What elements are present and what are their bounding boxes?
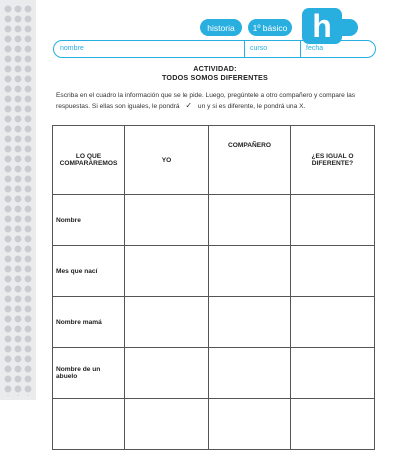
answer-cell[interactable] — [291, 399, 375, 450]
row-label — [53, 399, 125, 450]
answer-cell[interactable] — [291, 195, 375, 246]
row-label: Nombre mamá — [53, 297, 125, 348]
table-header-row — [53, 126, 375, 195]
answer-cell[interactable] — [209, 348, 291, 399]
student-info-bar — [53, 40, 376, 58]
row-label: Nombre de un abuelo — [53, 348, 125, 399]
logo: h — [302, 8, 342, 44]
field-divider — [300, 41, 301, 57]
answer-cell[interactable] — [125, 195, 209, 246]
answer-cell[interactable] — [209, 246, 291, 297]
activity-subtitle: TODOS SOMOS DIFERENTES — [161, 73, 269, 82]
answer-cell[interactable] — [125, 399, 209, 450]
answer-cell[interactable] — [209, 399, 291, 450]
header-compare: LO QUE COMPARAREMOS — [53, 126, 125, 195]
subject-tag: historia — [200, 19, 242, 36]
instructions-text-2: un y si es diferente, le pondrá una X. — [197, 103, 306, 110]
answer-cell[interactable] — [209, 195, 291, 246]
answer-cell[interactable] — [291, 297, 375, 348]
header-same-or-different: ¿ES IGUAL O DIFERENTE? — [291, 126, 375, 195]
check-mark-icon: ✓ — [185, 101, 193, 110]
table-row — [53, 348, 375, 399]
instructions-text-1: Escriba en el cuadro la información que se le pide. Luego, pregúntele a otro compañero y compare las respuestas. Si ellas son iguales, le pondrá — [56, 92, 356, 110]
header-partner: COMPAÑERO — [209, 126, 291, 195]
table-row — [53, 399, 375, 450]
spiral-holes — [3, 4, 33, 396]
header-me: YO — [125, 126, 209, 195]
comparison-table — [52, 125, 375, 450]
answer-cell[interactable] — [209, 297, 291, 348]
date-field-label[interactable]: fecha — [306, 45, 324, 52]
field-divider — [244, 41, 245, 57]
grade-tag: 1º básico — [248, 19, 292, 36]
answer-cell[interactable] — [125, 348, 209, 399]
table-row — [53, 246, 375, 297]
answer-cell[interactable] — [291, 246, 375, 297]
course-field-label[interactable]: curso — [250, 45, 268, 52]
activity-title: ACTIVIDAD: — [193, 64, 237, 73]
table-row — [53, 297, 375, 348]
instructions — [56, 91, 374, 112]
name-field-label[interactable]: nombre — [60, 45, 84, 52]
answer-cell[interactable] — [125, 246, 209, 297]
answer-cell[interactable] — [125, 297, 209, 348]
answer-cell[interactable] — [291, 348, 375, 399]
row-label: Mes que nací — [53, 246, 125, 297]
row-label: Nombre — [53, 195, 125, 246]
notebook-spiral-strip — [0, 0, 36, 400]
table-row — [53, 195, 375, 246]
